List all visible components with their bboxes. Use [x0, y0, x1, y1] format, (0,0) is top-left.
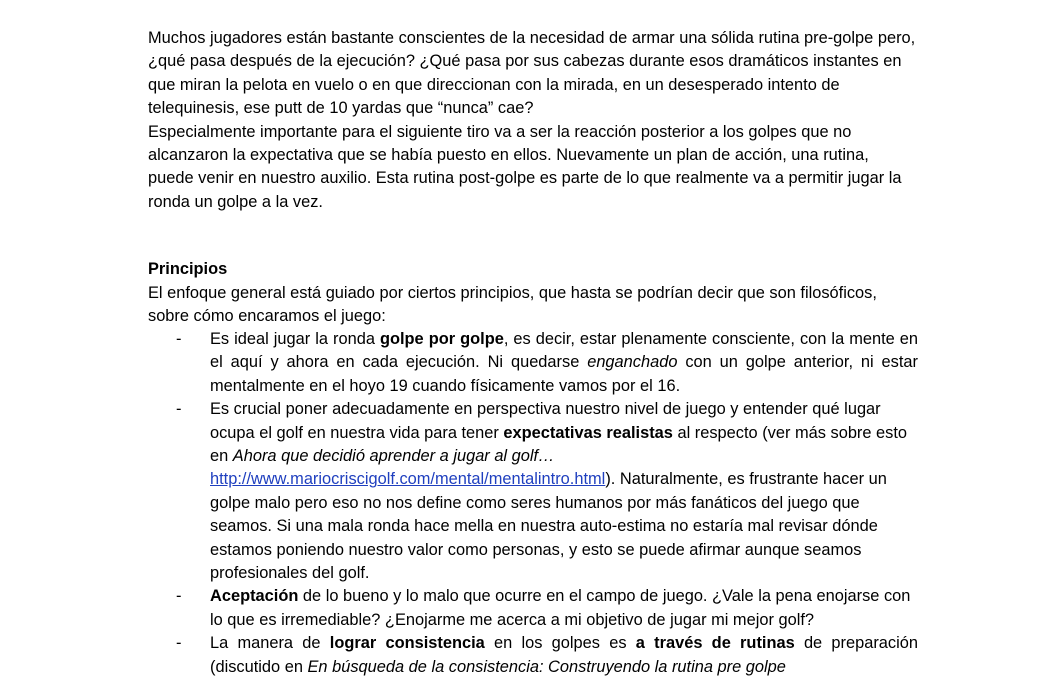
bold-text: golpe por golpe: [379, 330, 504, 348]
text: al respecto (ver más sobre esto en: [210, 423, 908, 466]
intro-paragraph-2: Especialmente importante para el siguiente tiro va a ser la reacción posterior a los golpes que no alcanzaron la expectativa que se había puesto en ellos. Nuevamente un plan de acción, una rutina, puede venir en nuestro auxilio. Esta rutina post-golpe es parte de lo que realmente va a permitir jugar la ronda un golpe a la vez.: [148, 122, 902, 211]
bold-text: lograr consistencia: [329, 634, 485, 653]
bullet-dash: -: [176, 634, 182, 653]
text: La manera de: [210, 634, 330, 653]
text: Es crucial poner adecuadamente en perspectiva nuestro nivel de juego y entender qué lugar ocupa el golf en nuestra vida para tener: [210, 400, 881, 442]
italic-text: Ahora que decidió aprender a jugar al golf…: [232, 447, 555, 466]
article-link[interactable]: http://www.mariocriscigolf.com/mental/mentalintro.html: [210, 470, 606, 489]
text: ). Naturalmente, es frustrante hacer un golpe malo pero eso no nos define como seres humanos por más fanáticos del juego que seamos. Si una mala ronda hace mella en nuestra auto-estima no estaría mal revisar dónde estamos poniendo nuestro valor como personas, y esto se puede afirmar aunque seamos profesionales del golf.: [210, 470, 887, 583]
intro-paragraph-1: Muchos jugadores están bastante conscientes de la necesidad de armar una sólida rutina pre-golpe pero, ¿qué pasa después de la ejecución? ¿Qué pasa por sus cabezas durante esos dramáticos instantes en que miran la pelota en vuelo o en que direccionan con la mirada, en un desesperado intento de telequinesis, ese putt de 10 yardas que “nunca” cae?: [148, 29, 916, 118]
list-item: [148, 398, 918, 585]
list-item: [148, 632, 918, 679]
bullet-dash: -: [176, 330, 182, 348]
bold-text: expectativas realistas: [503, 423, 673, 442]
bullet-dash: -: [176, 587, 182, 606]
section-heading: Principios: [148, 260, 228, 278]
text: con un golpe anterior, ni estar mentalmente en el hoyo 19 cuando físicamente vamos por el 16.: [210, 353, 918, 395]
list-item: [148, 328, 918, 398]
section-lead: El enfoque general está guiado por ciertos principios, que hasta se podrían decir que son filosóficos, sobre cómo encaramos el juego:: [148, 284, 877, 326]
text: de preparación (discutido en: [210, 634, 918, 676]
bullet-dash: -: [176, 400, 182, 419]
text: de lo bueno y lo malo que ocurre en el campo de juego. ¿Vale la pena enojarse con lo que es irremediable? ¿Enojarme me acerca a mi objetivo de jugar mi mejor golf?: [210, 587, 911, 629]
italic-text: enganchado: [587, 353, 678, 372]
principles-list: [148, 328, 918, 679]
text: , es decir, estar plenamente consciente, con la mente en el aquí y ahora en cada ejecución. Ni quedarse: [210, 330, 918, 372]
list-item: [148, 585, 918, 632]
bold-text: a través de rutinas: [635, 634, 795, 653]
text: Es ideal jugar la ronda: [210, 330, 380, 348]
intro-section: [148, 27, 918, 214]
italic-text: En búsqueda de la consistencia: Construyendo la rutina pre golpe: [307, 657, 786, 676]
text: en los golpes es: [484, 634, 636, 653]
bold-text: Aceptación: [210, 587, 299, 606]
